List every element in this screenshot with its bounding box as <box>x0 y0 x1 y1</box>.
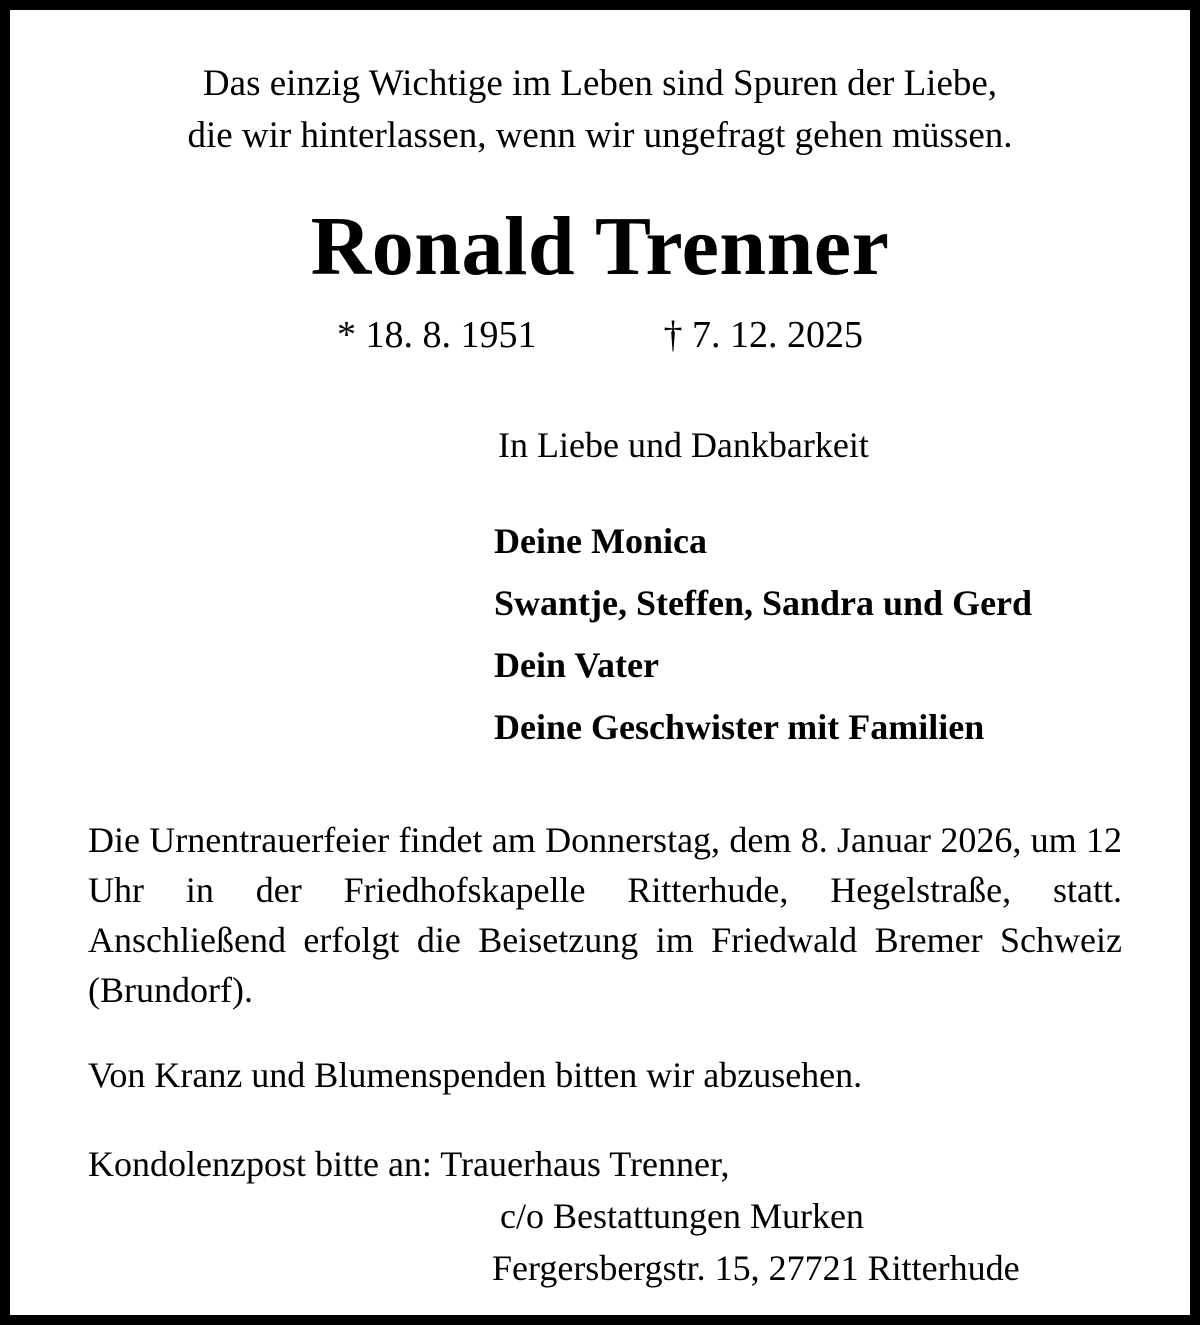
death-date: † 7. 12. 2025 <box>663 314 863 356</box>
condolence-line-1: Kondolenzpost bitte an: Trauerhaus Trenner, <box>88 1144 730 1184</box>
mourner-line: Swantje, Steffen, Sandra und Gerd <box>494 583 1033 623</box>
mourner-line: Dein Vater <box>494 645 659 685</box>
mourner-line: Deine Geschwister mit Familien <box>494 707 985 747</box>
mourner-line: Deine Monica <box>494 521 707 561</box>
condolence-line-3: Fergersbergstr. 15, 27721 Ritterhude <box>492 1248 1020 1288</box>
notice-inner <box>10 10 1190 1315</box>
epigraph-line-1: Das einzig Wichtige im Leben sind Spuren der Liebe, <box>202 63 998 104</box>
deceased-name: Ronald Trenner <box>310 200 890 293</box>
mourners-list <box>494 510 1032 758</box>
ceremony-text: Die Urnentrauerfeier findet am Donnerstag, dem 8. Januar 2026, um 12 Uhr in der Friedhofskapelle Ritterhude, Hegelstraße, statt. Anschließend erfolgt die Beisetzung im Friedwald Bremer Schweiz (Brundorf). <box>88 820 1122 1010</box>
flowers-request: Von Kranz und Blumenspenden bitten wir abzusehen. <box>88 1055 863 1095</box>
ceremony-details <box>88 815 1122 1015</box>
condolence-address <box>88 1138 1150 1294</box>
epigraph <box>10 58 1190 162</box>
life-dates <box>10 312 1190 358</box>
epigraph-line-2: die wir hinterlassen, wenn wir ungefragt gehen müssen. <box>187 115 1013 156</box>
condolence-line-2: c/o Bestattungen Murken <box>500 1196 864 1236</box>
dedication-line: In Liebe und Dankbarkeit <box>498 425 869 465</box>
birth-date: * 18. 8. 1951 <box>337 314 537 356</box>
